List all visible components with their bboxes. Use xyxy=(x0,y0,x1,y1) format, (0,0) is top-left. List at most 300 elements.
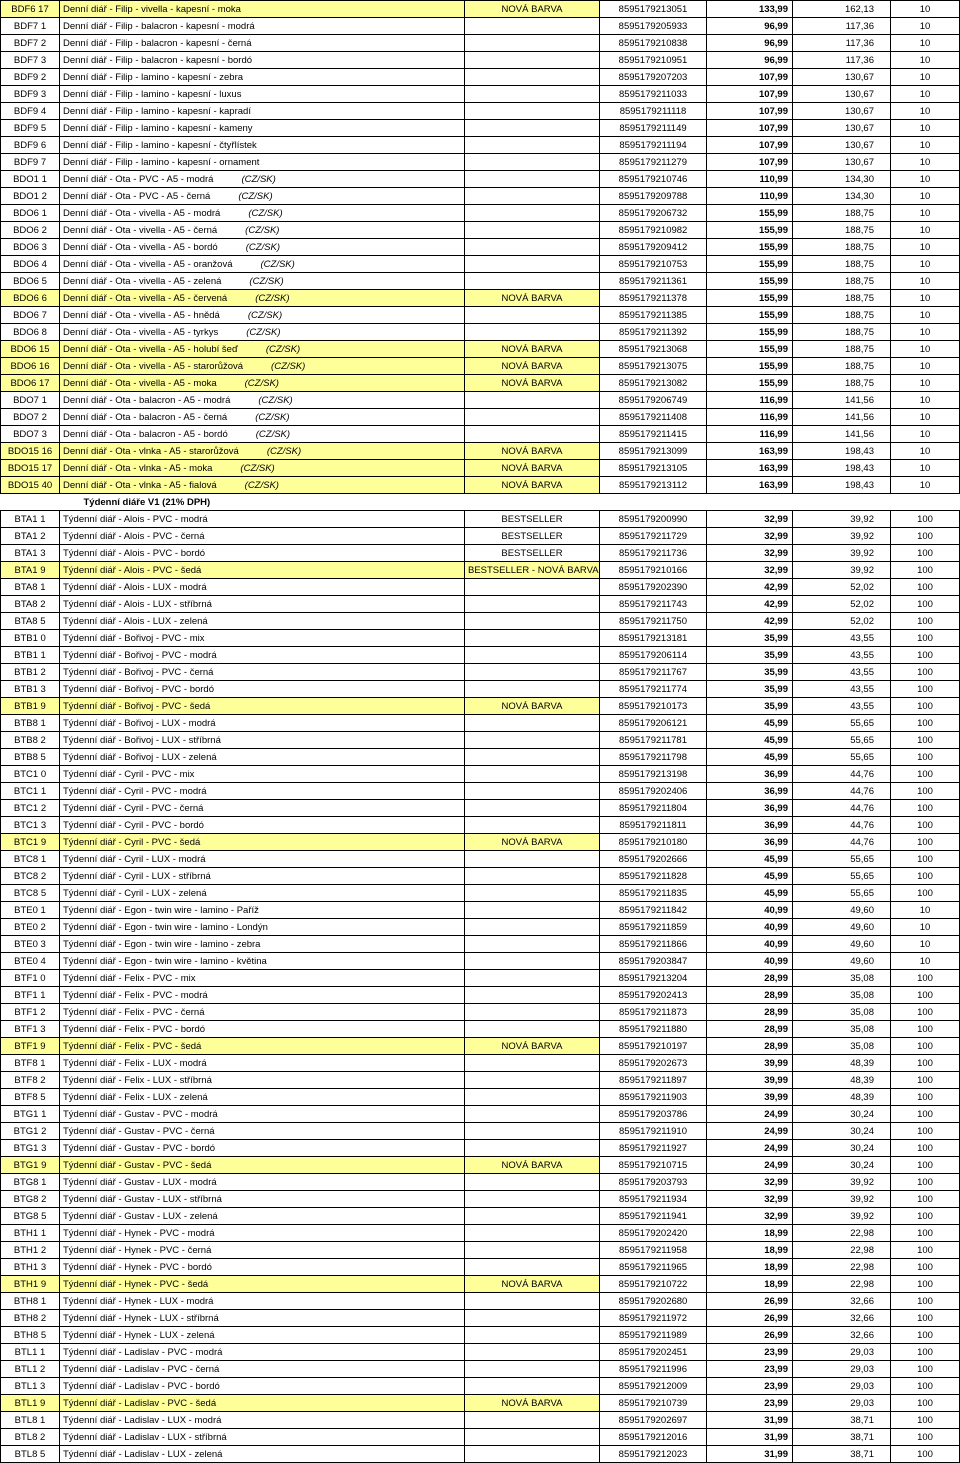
product-note: NOVÁ BARVA xyxy=(465,1038,600,1055)
product-code: BDF7 3 xyxy=(1,52,60,69)
product-ean: 8595179207203 xyxy=(600,69,707,86)
product-note xyxy=(465,273,600,290)
product-name-text: Týdenní diář - Felix - PVC - bordó xyxy=(63,1023,206,1035)
product-code: BTF8 1 xyxy=(1,1055,60,1072)
table-row xyxy=(1,290,960,307)
price-without-vat: 18,99 xyxy=(707,1259,793,1276)
product-note xyxy=(465,596,600,613)
package-quantity: 10 xyxy=(891,188,960,205)
product-code: BDF7 2 xyxy=(1,35,60,52)
table-row xyxy=(1,171,960,188)
price-with-vat: 49,60 xyxy=(793,936,891,953)
product-code: BTF8 2 xyxy=(1,1072,60,1089)
price-without-vat: 107,99 xyxy=(707,86,793,103)
package-quantity: 100 xyxy=(891,1089,960,1106)
package-quantity: 10 xyxy=(891,358,960,375)
table-row xyxy=(1,936,960,953)
price-with-vat: 48,39 xyxy=(793,1055,891,1072)
package-quantity: 10 xyxy=(891,171,960,188)
region-tag: (CZ/SK) xyxy=(255,411,290,423)
package-quantity: 100 xyxy=(891,596,960,613)
product-name-text: Týdenní diář - Egon - twin wire - lamino - zebra xyxy=(63,938,261,950)
product-name xyxy=(60,205,465,222)
package-quantity: 100 xyxy=(891,970,960,987)
product-note: BESTSELLER xyxy=(465,511,600,528)
price-with-vat: 198,43 xyxy=(793,443,891,460)
package-quantity: 100 xyxy=(891,1038,960,1055)
product-code: BTH1 3 xyxy=(1,1259,60,1276)
product-code: BTA8 1 xyxy=(1,579,60,596)
product-name xyxy=(60,324,465,341)
product-code: BDO6 16 xyxy=(1,358,60,375)
region-tag: (CZ/SK) xyxy=(258,394,293,406)
product-code: BDF7 1 xyxy=(1,18,60,35)
product-name xyxy=(60,273,465,290)
product-ean: 8595179211279 xyxy=(600,154,707,171)
product-name xyxy=(60,1225,465,1242)
product-note xyxy=(465,103,600,120)
product-name xyxy=(60,392,465,409)
price-without-vat: 18,99 xyxy=(707,1242,793,1259)
product-note: NOVÁ BARVA xyxy=(465,358,600,375)
product-ean: 8595179211965 xyxy=(600,1259,707,1276)
price-without-vat: 39,99 xyxy=(707,1072,793,1089)
table-row xyxy=(1,681,960,698)
product-ean: 8595179211378 xyxy=(600,290,707,307)
product-note xyxy=(465,171,600,188)
product-ean: 8595179211194 xyxy=(600,137,707,154)
table-row xyxy=(1,1429,960,1446)
product-name-text: Týdenní diář - Ladislav - PVC - černá xyxy=(63,1363,220,1375)
product-name-text: Týdenní diář - Bořivoj - PVC - šedá xyxy=(63,700,211,712)
product-name xyxy=(60,1276,465,1293)
table-row xyxy=(1,987,960,1004)
product-name xyxy=(60,443,465,460)
price-without-vat: 32,99 xyxy=(707,562,793,579)
product-name-text: Týdenní diář - Hynek - LUX - modrá xyxy=(63,1295,214,1307)
product-ean: 8595179210982 xyxy=(600,222,707,239)
table-row xyxy=(1,273,960,290)
product-name-text: Týdenní diář - Hynek - PVC - šedá xyxy=(63,1278,209,1290)
product-name xyxy=(60,358,465,375)
package-quantity: 100 xyxy=(891,1140,960,1157)
price-without-vat: 155,99 xyxy=(707,307,793,324)
price-with-vat: 44,76 xyxy=(793,817,891,834)
package-quantity: 100 xyxy=(891,1055,960,1072)
product-name xyxy=(60,919,465,936)
section-header-spacer xyxy=(1,494,60,511)
product-code: BTF1 0 xyxy=(1,970,60,987)
product-note xyxy=(465,902,600,919)
price-with-vat: 117,36 xyxy=(793,35,891,52)
product-name-text: Denní diář - Ota - vivella - A5 - holubí šeď xyxy=(63,343,238,355)
package-quantity: 10 xyxy=(891,273,960,290)
price-with-vat: 52,02 xyxy=(793,596,891,613)
package-quantity: 10 xyxy=(891,936,960,953)
product-name-text: Týdenní diář - Ladislav - LUX - zelená xyxy=(63,1448,223,1460)
package-quantity: 100 xyxy=(891,1276,960,1293)
package-quantity: 10 xyxy=(891,86,960,103)
product-name xyxy=(60,1055,465,1072)
product-code: BTG1 2 xyxy=(1,1123,60,1140)
package-quantity: 100 xyxy=(891,1327,960,1344)
table-row xyxy=(1,868,960,885)
product-ean: 8595179202420 xyxy=(600,1225,707,1242)
product-code: BTH1 9 xyxy=(1,1276,60,1293)
product-name-text: Denní diář - Filip - balacron - kapesní - modrá xyxy=(63,20,255,32)
product-name xyxy=(60,528,465,545)
price-without-vat: 23,99 xyxy=(707,1361,793,1378)
package-quantity: 100 xyxy=(891,545,960,562)
product-note xyxy=(465,715,600,732)
product-note xyxy=(465,766,600,783)
product-ean: 8595179211804 xyxy=(600,800,707,817)
price-with-vat: 39,92 xyxy=(793,1208,891,1225)
product-name-text: Týdenní diář - Alois - PVC - modrá xyxy=(63,513,208,525)
product-name xyxy=(60,511,465,528)
product-note: BESTSELLER xyxy=(465,545,600,562)
product-name xyxy=(60,834,465,851)
region-tag: (CZ/SK) xyxy=(266,445,302,457)
product-note xyxy=(465,409,600,426)
product-code: BTF1 3 xyxy=(1,1021,60,1038)
table-row xyxy=(1,970,960,987)
price-without-vat: 45,99 xyxy=(707,885,793,902)
table-row xyxy=(1,664,960,681)
region-tag: (CZ/SK) xyxy=(249,275,284,287)
price-without-vat: 163,99 xyxy=(707,443,793,460)
product-ean: 8595179211866 xyxy=(600,936,707,953)
product-name xyxy=(60,52,465,69)
product-name xyxy=(60,426,465,443)
product-note xyxy=(465,1327,600,1344)
product-code: BTH8 1 xyxy=(1,1293,60,1310)
table-row xyxy=(1,52,960,69)
price-without-vat: 24,99 xyxy=(707,1123,793,1140)
product-ean: 8595179211897 xyxy=(600,1072,707,1089)
product-name-text: Týdenní diář - Hynek - PVC - modrá xyxy=(63,1227,215,1239)
product-code: BDO7 2 xyxy=(1,409,60,426)
table-row xyxy=(1,647,960,664)
package-quantity: 10 xyxy=(891,154,960,171)
product-name-text: Týdenní diář - Alois - PVC - černá xyxy=(63,530,205,542)
price-with-vat: 30,24 xyxy=(793,1140,891,1157)
product-name xyxy=(60,1242,465,1259)
price-with-vat: 44,76 xyxy=(793,783,891,800)
product-note xyxy=(465,1089,600,1106)
price-with-vat: 35,08 xyxy=(793,1021,891,1038)
price-with-vat: 22,98 xyxy=(793,1259,891,1276)
product-ean: 8595179211934 xyxy=(600,1191,707,1208)
product-name xyxy=(60,35,465,52)
product-ean: 8595179205933 xyxy=(600,18,707,35)
product-name-text: Denní diář - Ota - vlnka - A5 - starorůžová xyxy=(63,445,239,457)
product-name-text: Týdenní diář - Ladislav - LUX - modrá xyxy=(63,1414,222,1426)
product-note xyxy=(465,18,600,35)
price-with-vat: 43,55 xyxy=(793,630,891,647)
product-ean: 8595179213099 xyxy=(600,443,707,460)
product-name-text: Týdenní diář - Gustav - LUX - modrá xyxy=(63,1176,217,1188)
table-row xyxy=(1,1157,960,1174)
price-without-vat: 35,99 xyxy=(707,698,793,715)
price-without-vat: 107,99 xyxy=(707,137,793,154)
product-name-text: Týdenní diář - Bořivoj - LUX - zelená xyxy=(63,751,217,763)
product-name xyxy=(60,1,465,18)
product-name xyxy=(60,1021,465,1038)
product-name-text: Týdenní diář - Alois - LUX - modrá xyxy=(63,581,207,593)
product-code: BTL1 9 xyxy=(1,1395,60,1412)
product-code: BTG8 5 xyxy=(1,1208,60,1225)
table-row xyxy=(1,426,960,443)
table-row xyxy=(1,783,960,800)
product-code: BTH1 1 xyxy=(1,1225,60,1242)
price-with-vat: 43,55 xyxy=(793,647,891,664)
table-row xyxy=(1,1174,960,1191)
table-row xyxy=(1,341,960,358)
product-name-text: Týdenní diář - Ladislav - PVC - šedá xyxy=(63,1397,217,1409)
product-name-text: Týdenní diář - Hynek - LUX - zelená xyxy=(63,1329,215,1341)
price-without-vat: 36,99 xyxy=(707,817,793,834)
price-with-vat: 188,75 xyxy=(793,358,891,375)
product-name-text: Týdenní diář - Felix - PVC - šedá xyxy=(63,1040,202,1052)
product-code: BTF1 1 xyxy=(1,987,60,1004)
table-section-daily xyxy=(1,1,960,494)
price-without-vat: 26,99 xyxy=(707,1310,793,1327)
product-code: BTL1 3 xyxy=(1,1378,60,1395)
region-tag: (CZ/SK) xyxy=(255,292,290,304)
price-without-vat: 107,99 xyxy=(707,69,793,86)
package-quantity: 100 xyxy=(891,1310,960,1327)
price-with-vat: 43,55 xyxy=(793,698,891,715)
product-note xyxy=(465,324,600,341)
product-name-text: Denní diář - Ota - vivella - A5 - tyrkys xyxy=(63,326,219,338)
table-row xyxy=(1,715,960,732)
product-ean: 8595179211996 xyxy=(600,1361,707,1378)
product-note xyxy=(465,188,600,205)
table-row xyxy=(1,1055,960,1072)
table-row xyxy=(1,154,960,171)
package-quantity: 100 xyxy=(891,1429,960,1446)
product-name xyxy=(60,1140,465,1157)
product-code: BTA1 3 xyxy=(1,545,60,562)
product-name xyxy=(60,647,465,664)
product-name-text: Denní diář - Ota - balacron - A5 - modrá xyxy=(63,394,231,406)
product-ean: 8595179211828 xyxy=(600,868,707,885)
price-without-vat: 163,99 xyxy=(707,460,793,477)
package-quantity: 10 xyxy=(891,460,960,477)
package-quantity: 100 xyxy=(891,834,960,851)
region-tag: (CZ/SK) xyxy=(245,241,281,253)
price-with-vat: 141,56 xyxy=(793,426,891,443)
product-note: BESTSELLER xyxy=(465,528,600,545)
table-row xyxy=(1,1446,960,1463)
product-note xyxy=(465,222,600,239)
price-with-vat: 188,75 xyxy=(793,307,891,324)
package-quantity: 100 xyxy=(891,987,960,1004)
price-without-vat: 107,99 xyxy=(707,154,793,171)
price-with-vat: 44,76 xyxy=(793,766,891,783)
table-row xyxy=(1,324,960,341)
product-note xyxy=(465,783,600,800)
table-row xyxy=(1,1106,960,1123)
product-note: NOVÁ BARVA xyxy=(465,1157,600,1174)
product-name xyxy=(60,307,465,324)
price-without-vat: 35,99 xyxy=(707,630,793,647)
product-code: BTE0 1 xyxy=(1,902,60,919)
product-note xyxy=(465,35,600,52)
region-tag: (CZ/SK) xyxy=(244,479,279,491)
price-without-vat: 32,99 xyxy=(707,1174,793,1191)
region-tag: (CZ/SK) xyxy=(238,190,273,202)
product-note xyxy=(465,1191,600,1208)
price-without-vat: 18,99 xyxy=(707,1276,793,1293)
package-quantity: 100 xyxy=(891,1123,960,1140)
product-code: BDO6 6 xyxy=(1,290,60,307)
product-code: BDF9 7 xyxy=(1,154,60,171)
table-row xyxy=(1,749,960,766)
price-without-vat: 24,99 xyxy=(707,1140,793,1157)
product-note xyxy=(465,52,600,69)
price-with-vat: 141,56 xyxy=(793,409,891,426)
price-with-vat: 117,36 xyxy=(793,18,891,35)
price-without-vat: 155,99 xyxy=(707,341,793,358)
product-name-text: Denní diář - Ota - vivella - A5 - červená xyxy=(63,292,228,304)
product-ean: 8595179200990 xyxy=(600,511,707,528)
package-quantity: 100 xyxy=(891,1021,960,1038)
product-name-text: Denní diář - Ota - vlnka - A5 - moka xyxy=(63,462,213,474)
price-with-vat: 30,24 xyxy=(793,1106,891,1123)
product-note xyxy=(465,1293,600,1310)
product-name-text: Týdenní diář - Alois - LUX - stříbrná xyxy=(63,598,212,610)
product-name-text: Týdenní diář - Gustav - PVC - černá xyxy=(63,1125,215,1137)
price-with-vat: 22,98 xyxy=(793,1242,891,1259)
product-name xyxy=(60,953,465,970)
product-name xyxy=(60,222,465,239)
product-note xyxy=(465,613,600,630)
product-name-text: Týdenní diář - Egon - twin wire - lamino - Londýn xyxy=(63,921,268,933)
price-with-vat: 188,75 xyxy=(793,290,891,307)
product-note xyxy=(465,1208,600,1225)
price-without-vat: 110,99 xyxy=(707,171,793,188)
product-code: BTG8 1 xyxy=(1,1174,60,1191)
product-name-text: Týdenní diář - Egon - twin wire - lamino - květina xyxy=(63,955,267,967)
product-code: BTG1 3 xyxy=(1,1140,60,1157)
table-row xyxy=(1,1004,960,1021)
product-ean: 8595179211408 xyxy=(600,409,707,426)
product-code: BTE0 3 xyxy=(1,936,60,953)
product-ean: 8595179211941 xyxy=(600,1208,707,1225)
table-row xyxy=(1,1344,960,1361)
price-without-vat: 36,99 xyxy=(707,834,793,851)
price-with-vat: 134,30 xyxy=(793,171,891,188)
product-note xyxy=(465,1225,600,1242)
table-row xyxy=(1,205,960,222)
product-note: NOVÁ BARVA xyxy=(465,1276,600,1293)
product-name-text: Týdenní diář - Hynek - PVC - bordó xyxy=(63,1261,212,1273)
product-code: BTL8 2 xyxy=(1,1429,60,1446)
price-with-vat: 29,03 xyxy=(793,1395,891,1412)
price-without-vat: 23,99 xyxy=(707,1395,793,1412)
product-note: NOVÁ BARVA xyxy=(465,341,600,358)
price-with-vat: 141,56 xyxy=(793,392,891,409)
price-with-vat: 188,75 xyxy=(793,341,891,358)
product-name-text: Týdenní diář - Gustav - LUX - stříbrná xyxy=(63,1193,222,1205)
price-without-vat: 26,99 xyxy=(707,1327,793,1344)
product-name-text: Týdenní diář - Ladislav - LUX - stříbrná xyxy=(63,1431,227,1443)
product-ean: 8595179211774 xyxy=(600,681,707,698)
price-with-vat: 29,03 xyxy=(793,1378,891,1395)
product-code: BTC1 3 xyxy=(1,817,60,834)
product-ean: 8595179213198 xyxy=(600,766,707,783)
product-code: BDO15 16 xyxy=(1,443,60,460)
price-with-vat: 44,76 xyxy=(793,834,891,851)
product-code: BTB1 1 xyxy=(1,647,60,664)
product-ean: 8595179213204 xyxy=(600,970,707,987)
product-note xyxy=(465,1123,600,1140)
price-without-vat: 32,99 xyxy=(707,545,793,562)
product-note xyxy=(465,1106,600,1123)
product-name xyxy=(60,290,465,307)
product-note xyxy=(465,970,600,987)
package-quantity: 10 xyxy=(891,1,960,18)
price-with-vat: 22,98 xyxy=(793,1276,891,1293)
price-with-vat: 30,24 xyxy=(793,1157,891,1174)
product-note xyxy=(465,1004,600,1021)
product-name-text: Denní diář - Filip - vivella - kapesní - moka xyxy=(63,3,241,15)
price-without-vat: 42,99 xyxy=(707,613,793,630)
region-tag: (CZ/SK) xyxy=(255,428,291,440)
price-without-vat: 107,99 xyxy=(707,103,793,120)
product-ean: 8595179210180 xyxy=(600,834,707,851)
product-ean: 8595179212023 xyxy=(600,1446,707,1463)
product-name-text: Denní diář - Filip - lamino - kapesní - čtyřlístek xyxy=(63,139,257,151)
product-note xyxy=(465,953,600,970)
product-name xyxy=(60,800,465,817)
product-code: BTL1 1 xyxy=(1,1344,60,1361)
table-row xyxy=(1,1,960,18)
price-without-vat: 45,99 xyxy=(707,868,793,885)
product-ean: 8595179213051 xyxy=(600,1,707,18)
product-name xyxy=(60,698,465,715)
price-with-vat: 30,24 xyxy=(793,1123,891,1140)
product-ean: 8595179210173 xyxy=(600,698,707,715)
package-quantity: 100 xyxy=(891,1293,960,1310)
table-row xyxy=(1,375,960,392)
product-note xyxy=(465,817,600,834)
price-with-vat: 49,60 xyxy=(793,953,891,970)
product-name xyxy=(60,596,465,613)
product-code: BDO6 5 xyxy=(1,273,60,290)
product-name-text: Denní diář - Filip - lamino - kapesní - ornament xyxy=(63,156,260,168)
section-header-row xyxy=(1,494,960,511)
price-without-vat: 163,99 xyxy=(707,477,793,494)
product-name-text: Denní diář - Ota - vlnka - A5 - fialová xyxy=(63,479,217,491)
product-note xyxy=(465,1055,600,1072)
product-note: NOVÁ BARVA xyxy=(465,375,600,392)
table-row xyxy=(1,1123,960,1140)
product-name-text: Týdenní diář - Bořivoj - PVC - černá xyxy=(63,666,214,678)
product-name-text: Týdenní diář - Cyril - PVC - modrá xyxy=(63,785,207,797)
table-row xyxy=(1,1327,960,1344)
price-with-vat: 48,39 xyxy=(793,1089,891,1106)
package-quantity: 100 xyxy=(891,1361,960,1378)
product-name xyxy=(60,239,465,256)
product-code: BTC8 1 xyxy=(1,851,60,868)
table-row xyxy=(1,579,960,596)
price-without-vat: 31,99 xyxy=(707,1446,793,1463)
product-ean: 8595179206121 xyxy=(600,715,707,732)
product-name-text: Týdenní diář - Gustav - PVC - modrá xyxy=(63,1108,218,1120)
